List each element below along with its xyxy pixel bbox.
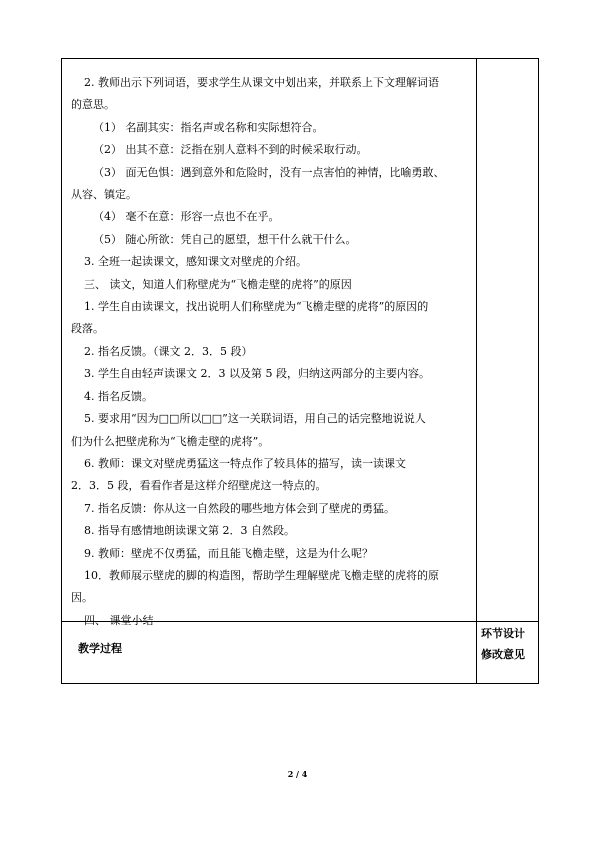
content-line: 从容、镇定。 [71, 188, 137, 202]
content-line: 9. 教师：壁虎不仅勇猛，而且能飞檐走壁，这是为什么呢？ [84, 546, 373, 560]
content-line: 四、 课堂小结 [84, 613, 154, 627]
revision-label: 修改意见 [481, 648, 525, 661]
content-line: 们为什么把壁虎称为“飞檐走壁的虎将”。 [71, 434, 270, 448]
content-row [62, 59, 539, 622]
content-line: 7. 指名反馈：你从这一自然段的哪些地方体会到了壁虎的勇猛。 [84, 501, 395, 515]
teaching-process-label: 教学过程 [62, 622, 477, 684]
content-line: 段落。 [71, 322, 104, 336]
content-line: 的意思。 [71, 98, 115, 112]
content-line: 10．教师展示壁虎的脚的构造图，帮助学生理解壁虎飞檐走壁的虎将的原 [84, 568, 439, 582]
content-line: （2） 出其不意：泛指在别人意料不到的时候采取行动。 [93, 143, 368, 157]
page-number: 2 / 4 [287, 769, 308, 779]
content-line: 8. 指导有感情地朗读课文第 2．3 自然段。 [84, 524, 295, 538]
content-line: 4. 指名反馈。 [84, 389, 153, 403]
design-notes-label [477, 622, 539, 684]
content-line: 因。 [71, 591, 93, 605]
teaching-content [62, 59, 476, 627]
content-line: 三、 读文，知道人们称壁虎为“飞檐走壁的虎将”的原因 [84, 277, 352, 291]
content-line: 2. 指名反馈。（课文 2．3．5 段） [84, 344, 253, 358]
content-line: 5. 要求用“因为□□所以□□”这一关联词语，用自己的话完整地说说人 [84, 412, 426, 426]
design-label: 环节设计 [481, 627, 525, 640]
content-line: （3） 面无色惧：遇到意外和危险时，没有一点害怕的神情，比喻勇敢、 [93, 165, 445, 179]
content-line: （5） 随心所欲：凭自己的愿望，想干什么就干什么。 [93, 232, 357, 246]
content-line: （4） 毫不在意：形容一点也不在乎。 [93, 210, 280, 224]
content-line: （1） 名副其实：指名声或名称和实际想符合。 [93, 120, 324, 134]
lesson-plan-table [61, 58, 539, 684]
teaching-content-cell [62, 59, 477, 627]
notes-cell [477, 59, 539, 622]
content-line: 3. 学生自由轻声读课文 2．3 以及第 5 段，归纳这两部分的主要内容。 [84, 367, 430, 381]
content-line: 2．3．5 段，看看作者是这样介绍壁虎这一特点的。 [71, 479, 327, 493]
content-line: 2. 教师出示下列词语，要求学生从课文中划出来，并联系上下文理解词语 [84, 76, 439, 89]
content-line: 1. 学生自由读课文，找出说明人们称壁虎为“飞檐走壁的虎将”的原因的 [84, 300, 429, 314]
content-line: 6. 教师：课文对壁虎勇猛这一特点作了较具体的描写，读一读课文 [84, 456, 406, 470]
content-line: 3. 全班一起读课文，感知课文对壁虎的介绍。 [84, 255, 307, 269]
